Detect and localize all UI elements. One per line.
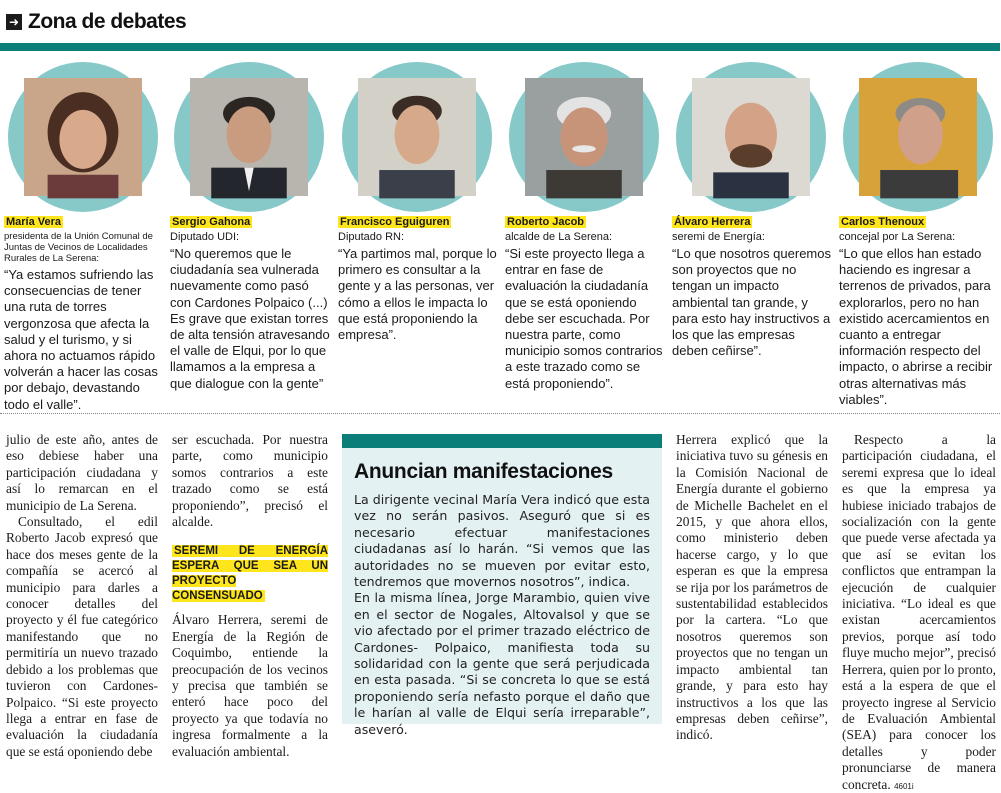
person-quote: “Ya estamos sufriendo las consecuencias de tener una ruta de torres vergonzosa que afecta la salud y el turismo, y si ahora no actuamos rápido volverán a hacer las cosas por debajo, devastando todo el valle”. [4, 267, 158, 412]
article-column-4 [842, 432, 996, 793]
section-title: Zona de debates [28, 10, 187, 33]
person-name: Álvaro Herrera [674, 216, 751, 228]
article-column-2 [172, 432, 328, 760]
portrait-photo [692, 78, 810, 196]
person-name: Roberto Jacob [507, 216, 585, 228]
person-quote: “Lo que nosotros queremos son proyectos que no tengan un impacto ambiental tan grande, y para esto hay instructivos a los que las empresas deben ceñirse”. [672, 246, 831, 359]
section-header [6, 8, 186, 36]
person-role: alcalde de La Serena: [505, 231, 613, 243]
arrow-right-icon: ➜ [6, 14, 22, 30]
person-name: Francisco Eguiguren [340, 216, 450, 228]
box-rule [342, 434, 662, 448]
article-column-1 [6, 432, 158, 760]
portrait-frame [342, 62, 492, 212]
article-column-3 [676, 432, 828, 744]
person-role: seremi de Energía: [672, 231, 765, 243]
section-divider [0, 413, 1000, 414]
person-quote: “No queremos que le ciudadanía sea vulnerada nuevamente como pasó con Cardones Polpaico (...) Es grave que existan torres de alta tensión atravesando el valle de Elqui, por lo que llamamos a la empresa a que dialogue con la gente” [170, 246, 330, 391]
article-text: Respecto a la participación ciudadana, el seremi expresa que lo ideal es que la empresa ya hubiese iniciado trabajos de socialización con la gente que puede verse afectada ya que así se evitan los conflictos que entrampan la ejecución de cualquier iniciativa. “Lo ideal es que existan acercamientos previos, porque así todo fluye mucho mejor”, precisó Herrera, quien por lo pronto, está a la espera de que el proyecto ingrese al Servicio de Evaluación Ambiental (SEA) para conocer los detalles y poder pronunciarse de manera concreta. [842, 432, 996, 792]
portrait-frame [8, 62, 158, 212]
article-paragraph: Herrera explicó que la iniciativa tuvo su génesis en la Comisión Nacional de Energía durante el gobierno de Michelle Bachelet en el 2015, y que ahora ellos, como ministerio deben hacerse cargo, y lo que esperan es que la empresa se rija por los parámetros de sustentabilidad establecidos por la cartera. “Lo que nosotros queremos son proyectos que no tengan un impacto ambiental tan grande, y para esto hay instructivos a los que las empresas deben ceñirse”, indicó. [676, 432, 828, 743]
portrait-photo [24, 78, 142, 196]
portrait-frame [174, 62, 324, 212]
article-paragraph [842, 432, 996, 793]
subhead-text: SEREMI DE ENERGÍA ESPERA QUE SEA UN PROYECTO CONSENSUADO [172, 545, 328, 603]
portrait-frame [509, 62, 659, 212]
person-card-eguiguren [338, 62, 500, 343]
article-paragraph: Álvaro Herrera, seremi de Energía de la Región de Coquimbo, entiende la preocupación de los vecinos y precisa que también se enteró hace poco del proyecto ya que todavía no ingresa formalmente a la evaluación ambiental. [172, 612, 328, 759]
portrait-photo [859, 78, 977, 196]
person-name: Carlos Thenoux [841, 216, 925, 228]
person-role: concejal por La Serena: [839, 231, 956, 243]
person-card-thenoux [839, 62, 1001, 408]
article-paragraph: ser escuchada. Por nuestra parte, como municipio somos contrarios a este trazado como se está proponiendo”, precisó el alcalde. [172, 432, 328, 530]
header-rule [0, 43, 1000, 51]
box-title: Anuncian manifestaciones [354, 460, 613, 483]
box-paragraph: En la misma línea, Jorge Marambio, quien vive en el sector de Nogales, Altovalsol y que se vio afectado por el primer trazado eléctrico de Cardones- Polpaico, manifiesta toda su solidaridad con la gente que será perjudicada en esta pasada. “Si se concreta lo que se está proponiendo sería nefasto porque el daño que le harían al valle de Elqui sería irreparable”, aseveró. [354, 590, 650, 737]
person-card-jacob [505, 62, 667, 392]
portrait-photo [190, 78, 308, 196]
person-role: Diputado RN: [338, 231, 405, 243]
portrait-photo [525, 78, 643, 196]
article-paragraph: Consultado, el edil Roberto Jacob expresó que hace dos meses gente de la compañía se acercó al municipio para darles a conocer detalles del proyecto y él fue categórico manifestando que no permitiría un nuevo trazado debido a los problemas que tuvieron con Cardones-Polpaico. “Si este proyecto llega a entrar en fase de evaluación la ciudadanía que se está oponiendo debe [6, 514, 158, 759]
article-paragraph: julio de este año, antes de eso debiese haber una participación ciudadana y así lo remarcan en el municipio de La Serena. [6, 432, 158, 513]
portrait-photo [358, 78, 476, 196]
person-name: Sergio Gahona [172, 216, 251, 228]
portrait-frame [843, 62, 993, 212]
sidebar-box [342, 434, 662, 737]
person-role: Diputado UDI: [170, 231, 240, 243]
article-code: 4601i [894, 781, 914, 791]
portrait-frame [676, 62, 826, 212]
person-card-vera [4, 62, 166, 413]
person-card-gahona [170, 62, 332, 392]
person-quote: “Ya partimos mal, porque lo primero es consultar a la gente y a las personas, ver cómo a ellos le impacta lo que está proponiendo la empresa”. [338, 246, 497, 343]
person-card-herrera [672, 62, 834, 359]
person-quote: “Lo que ellos han estado haciendo es ingresar a terrenos de privados, para explorarlos, pero no han existido acercamientos en cuanto a entregar información respecto del impacto, o abrirse a recibir otras alternativas más viables”. [839, 246, 993, 407]
article-subhead [172, 544, 328, 604]
box-body [342, 492, 662, 738]
box-paragraph: La dirigente vecinal María Vera indicó que esta vez no serán pasivos. Aseguró que si es necesario efectuar manifestaciones ciudadanas así lo harán. “Si vemos que las autoridades no se mueven por evitar esto, tendremos que movernos nosotros”, indica. [354, 492, 650, 590]
person-quote: “Si este proyecto llega a entrar en fase de evaluación la ciudadanía que se está oponiendo debe ser escuchada. Por nuestra parte, como municipio somos contrarios a este trazado como se está proponiendo”. [505, 246, 663, 391]
person-name: María Vera [6, 216, 62, 228]
person-role: presidenta de la Unión Comunal de Juntas de Vecinos de Localidades Rurales de La Serena: [4, 231, 153, 264]
